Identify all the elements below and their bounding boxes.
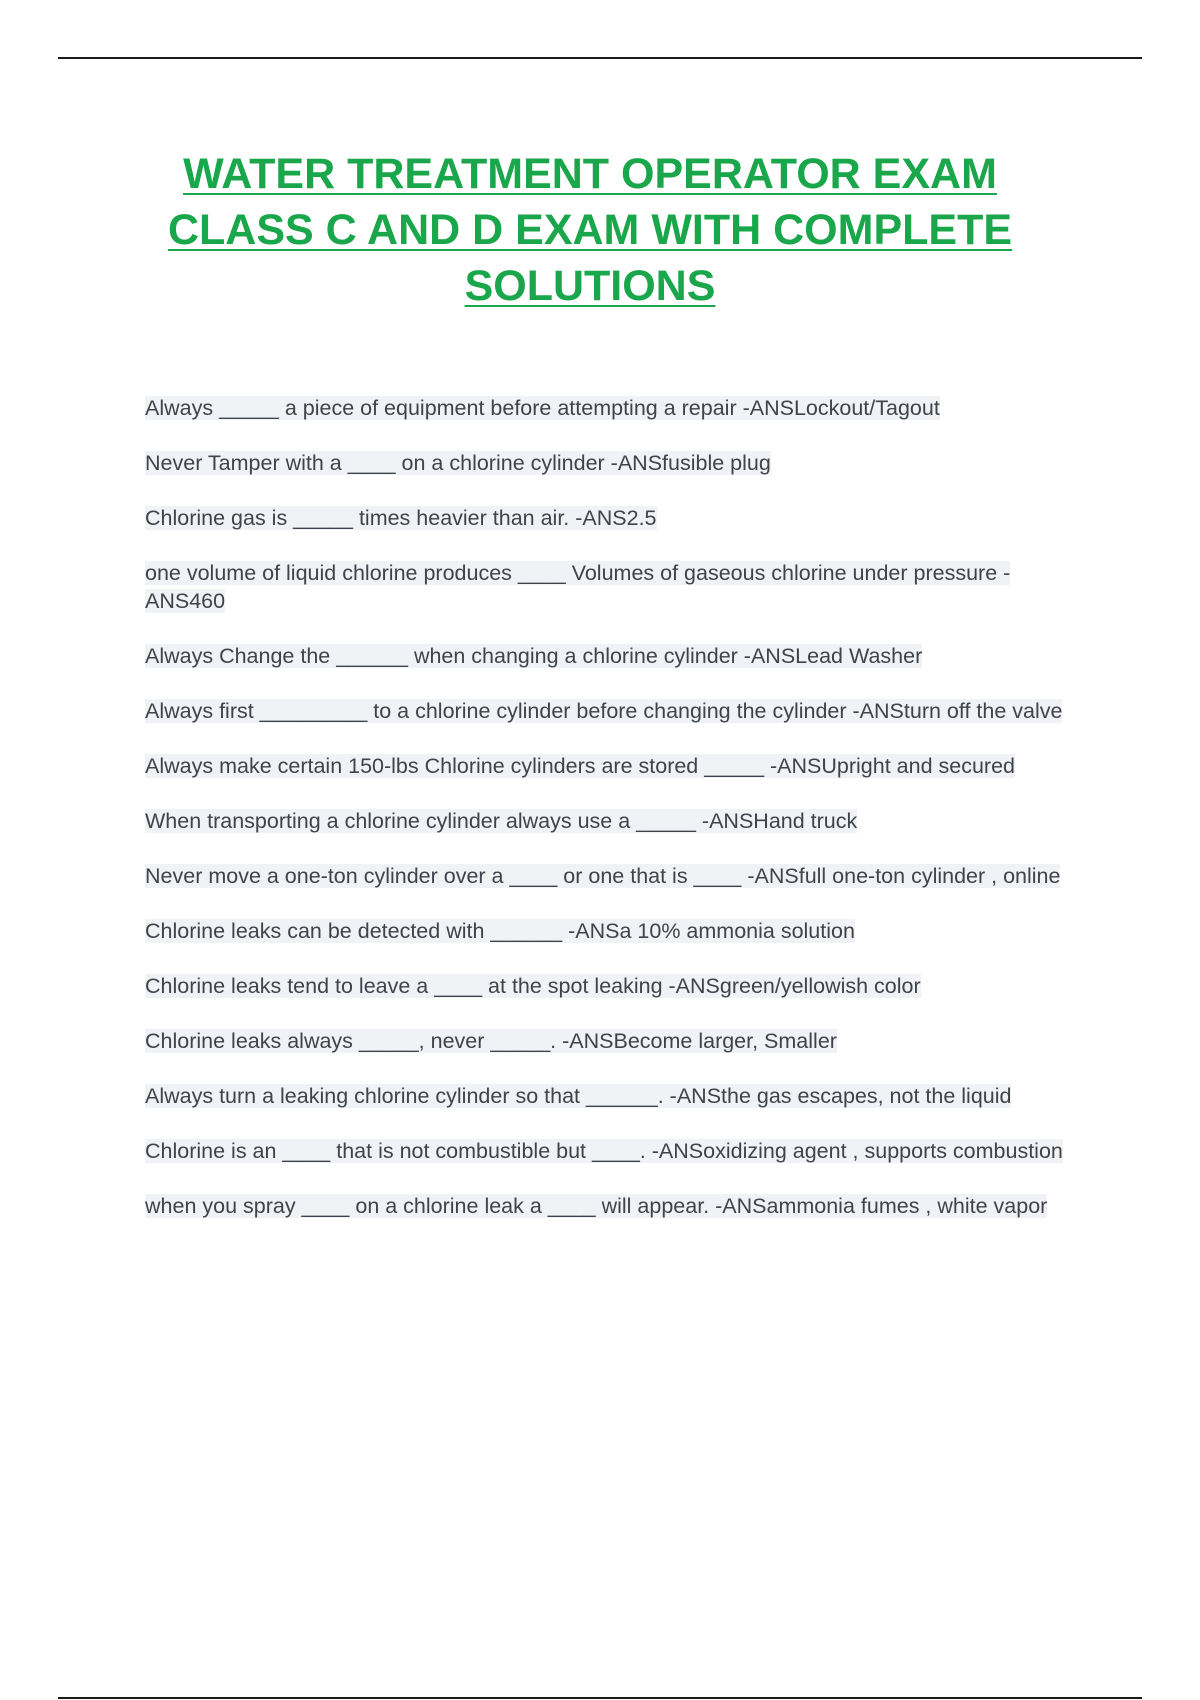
qa-item bbox=[145, 1137, 1085, 1165]
qa-list bbox=[145, 394, 1085, 1247]
qa-item bbox=[145, 1082, 1085, 1110]
header-rule bbox=[58, 57, 1142, 59]
qa-item-text: Always _____ a piece of equipment before attempting a repair -ANSLockout/Tagout bbox=[145, 396, 940, 420]
qa-item bbox=[145, 642, 1085, 670]
qa-item-text: Chlorine is an ____ that is not combustible but ____. -ANSoxidizing agent , supports combustion bbox=[145, 1139, 1063, 1163]
qa-item-text: one volume of liquid chlorine produces ____ Volumes of gaseous chlorine under pressure -ANS460 bbox=[145, 561, 1011, 613]
document-title: WATER TREATMENT OPERATOR EXAM CLASS C AND D EXAM WITH COMPLETE SOLUTIONS bbox=[167, 150, 1013, 310]
qa-item bbox=[145, 1027, 1085, 1055]
qa-item-text: Chlorine leaks always _____, never _____. -ANSBecome larger, Smaller bbox=[145, 1029, 837, 1053]
qa-item bbox=[145, 972, 1085, 1000]
qa-item bbox=[145, 449, 1085, 477]
qa-item bbox=[145, 917, 1085, 945]
qa-item bbox=[145, 697, 1085, 725]
footer-rule bbox=[58, 1697, 1142, 1699]
qa-item-text: Always Change the ______ when changing a chlorine cylinder -ANSLead Washer bbox=[145, 644, 923, 668]
qa-item-text: When transporting a chlorine cylinder always use a _____ -ANSHand truck bbox=[145, 809, 858, 833]
qa-item-text: Always turn a leaking chlorine cylinder so that ______. -ANSthe gas escapes, not the liquid bbox=[145, 1084, 1012, 1108]
qa-item-text: Chlorine gas is _____ times heavier than air. -ANS2.5 bbox=[145, 506, 657, 530]
qa-item-text: Chlorine leaks tend to leave a ____ at the spot leaking -ANSgreen/yellowish color bbox=[145, 974, 921, 998]
qa-item bbox=[145, 559, 1085, 615]
qa-item-text: Always first _________ to a chlorine cylinder before changing the cylinder -ANSturn off the valve bbox=[145, 699, 1063, 723]
qa-item bbox=[145, 394, 1085, 422]
qa-item-text: Chlorine leaks can be detected with ______ -ANSa 10% ammonia solution bbox=[145, 919, 855, 943]
qa-item-text: Never Tamper with a ____ on a chlorine cylinder -ANSfusible plug bbox=[145, 451, 771, 475]
qa-item bbox=[145, 504, 1085, 532]
qa-item-text: when you spray ____ on a chlorine leak a ____ will appear. -ANSammonia fumes , white vapor bbox=[145, 1194, 1048, 1218]
qa-item-text: Never move a one-ton cylinder over a ____ or one that is ____ -ANSfull one-ton cylinder , online bbox=[145, 864, 1061, 888]
qa-item-text: Always make certain 150-lbs Chlorine cylinders are stored _____ -ANSUpright and secured bbox=[145, 754, 1015, 778]
qa-item bbox=[145, 1192, 1085, 1220]
qa-item bbox=[145, 752, 1085, 780]
qa-item bbox=[145, 862, 1085, 890]
qa-item bbox=[145, 807, 1085, 835]
